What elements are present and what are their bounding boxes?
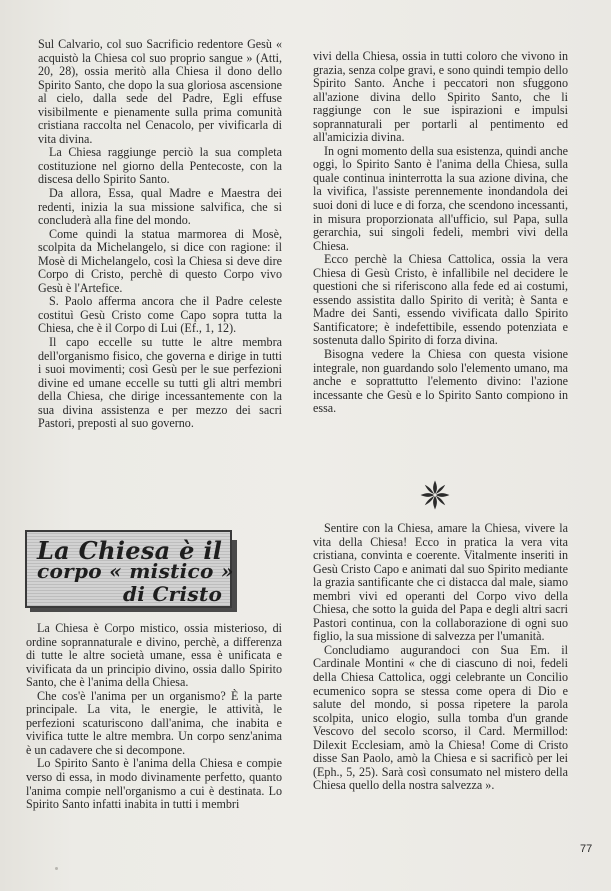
paragraph: Bisogna vedere la Chiesa con questa visione integrale, non guardando solo l'elemento umano, ma anche e soprattutto l'elemento divino: l'azione incessante che Gesù e lo Spirito Santo compiono in essa.	[313, 347, 568, 416]
paragraph: La Chiesa è Corpo mistico, ossia misterioso, di ordine soprannaturale e divino, perchè, a differenza di tutte le altre società umane, essa è unificata e vivificata da un principio divino, ossia dallo Spirito Santo, che è l'anima della Chiesa.	[26, 621, 282, 690]
page-number: 77	[580, 843, 593, 855]
title-box-shadow-bottom	[30, 608, 237, 612]
asterisk-flourish-icon	[418, 478, 452, 512]
section-title-box	[25, 530, 232, 608]
paragraph: Lo Spirito Santo è l'anima della Chiesa e compie verso di essa, in modo divinamente perfetto, quanto l'anima compie nell'organismo a cui è destinata. Lo Spirito Santo infatti inabita in tutti i membri	[26, 756, 282, 812]
paragraph: Che cos'è l'anima per un organismo? È la parte principale. La vita, le energie, le attività, le perfezioni scaturiscono dall'anima, che inabita e vivifica tutte le altre membra. Un corpo senz'anima è un cadavere che si decompone.	[26, 688, 282, 757]
right-column-bottom	[313, 522, 568, 793]
section-title-line-3: di Cristo	[123, 582, 223, 606]
section-title-line-1: La Chiesa è il	[37, 536, 223, 565]
paragraph: Il capo eccelle su tutte le altre membra dell'organismo fisico, che governa e dirige in tutti i suoi movimenti; così Gesù per le sue perfezioni divine ed umane eccelle su tutti gli altri membri della Chiesa, che dirige incessantemente con la sua divina assistenza e per mezzo dei sacri Pastori, preposti al suo governo.	[38, 335, 282, 431]
paragraph: Ecco perchè la Chiesa Cattolica, ossia la vera Chiesa di Gesù Cristo, è infallibile nel decidere le questioni che si riferiscono alla fede ed ai costumi, essendo assistita dallo Spirito di verità; è Santa e Madre dei Santi, essendo vivificata dallo Spirito Santificatore; è indefettibile, essendo potenziata e sostenuta dallo Spirito di forza divina.	[313, 252, 568, 348]
right-column-top	[313, 50, 568, 416]
paragraph: Sul Calvario, col suo Sacrificio redentore Gesù « acquistò la Chiesa col suo proprio sangue » (Atti, 20, 28), ossia meritò alla Chiesa il dono dello Spirito Santo, che dopo la sua gloriosa ascensione al cielo, dalla sede del Padre, Egli effuse visibilmente e pienamente sulla prima comunità cristiana raccolta nel Cenacolo, per vivificarla di vita divina.	[38, 37, 282, 146]
section-title-line-2: corpo « mistico »	[37, 559, 234, 583]
paragraph: vivi della Chiesa, ossia in tutti coloro che vivono in grazia, senza colpe gravi, e sono quindi tempio dello Spirito Santo. Anche i peccatori non sfuggono all'azione divina dello Spirito Santo, che li raggiunge con le sue ispirazioni e impulsi soprannaturali per portarli al pentimento ed all'amicizia divina.	[313, 49, 568, 145]
paragraph: Da allora, Essa, qual Madre e Maestra dei redenti, inizia la sua missione salvifica, che si concluderà alla fine del mondo.	[38, 186, 282, 228]
paragraph: La Chiesa raggiunge perciò la sua completa costituzione nel giorno della Pentecoste, con la discesa dello Spirito Santo.	[38, 145, 282, 187]
left-column-bottom	[26, 622, 282, 812]
paragraph: Sentire con la Chiesa, amare la Chiesa, vivere la vita della Chiesa! Ecco in pratica la vera vita cristiana, convinta e coerente. Vitalmente inseriti in Gesù Cristo Capo e animati dal suo Spirito mediante la grazia santificante che ci distacca dal male, siamo membri vivi ed operanti del Corpo vivo della Chiesa, che sotto la guida del Papa e degli altri sacri Pastori continua, con la collaborazione di ogni suo figlio, la sua missione di salvezza per l'umanità.	[313, 521, 568, 644]
paragraph: Come quindi la statua marmorea di Mosè, scolpita da Michelangelo, si dice con ragione: il Mosè di Michelangelo, così la Chiesa si deve dire Corpo di Cristo, perchè di questo Corpo vivo Gesù è l'Artefice.	[38, 226, 282, 295]
paragraph: S. Paolo afferma ancora che il Padre celeste costituì Gesù Cristo come Capo sopra tutta la Chiesa, che è il Corpo di Lui (Ef., 1, 12).	[38, 294, 282, 336]
paragraph: In ogni momento della sua esistenza, quindi anche oggi, lo Spirito Santo è l'anima della Chiesa, sulla quale continua ininterrotta la sua azione divina, che la vivifica, l'assiste perennemente inondandola dei suoi doni di luce e di forza, che scendono incessanti, in misura proporzionata all'ufficio, sul Papa, sulla gerarchia, sui singoli fedeli, membri vivi della Chiesa.	[313, 143, 568, 253]
paragraph: Concludiamo augurandoci con Sua Em. il Cardinale Montini « che di ciascuno di noi, fedeli della Chiesa Cattolica, oggi celebrante un Concilio ecumenico sopra se stessa come opera di Dio e salute del mondo, si possa ripetere la parola scolpita, unico elogio, sulla tomba d'un grande Vescovo del secolo scorso, il Card. Mermillod: Dilexit Ecclesiam, amò la Chiesa! Come di Cristo disse San Paolo, amò la Chiesa e si sacrificò per lei (Eph., 5, 25). Sarà così consumato nel mistero della Chiesa quello della nostra salvezza ».	[313, 642, 568, 793]
paper-speck	[55, 867, 58, 870]
left-column-top	[38, 38, 282, 431]
